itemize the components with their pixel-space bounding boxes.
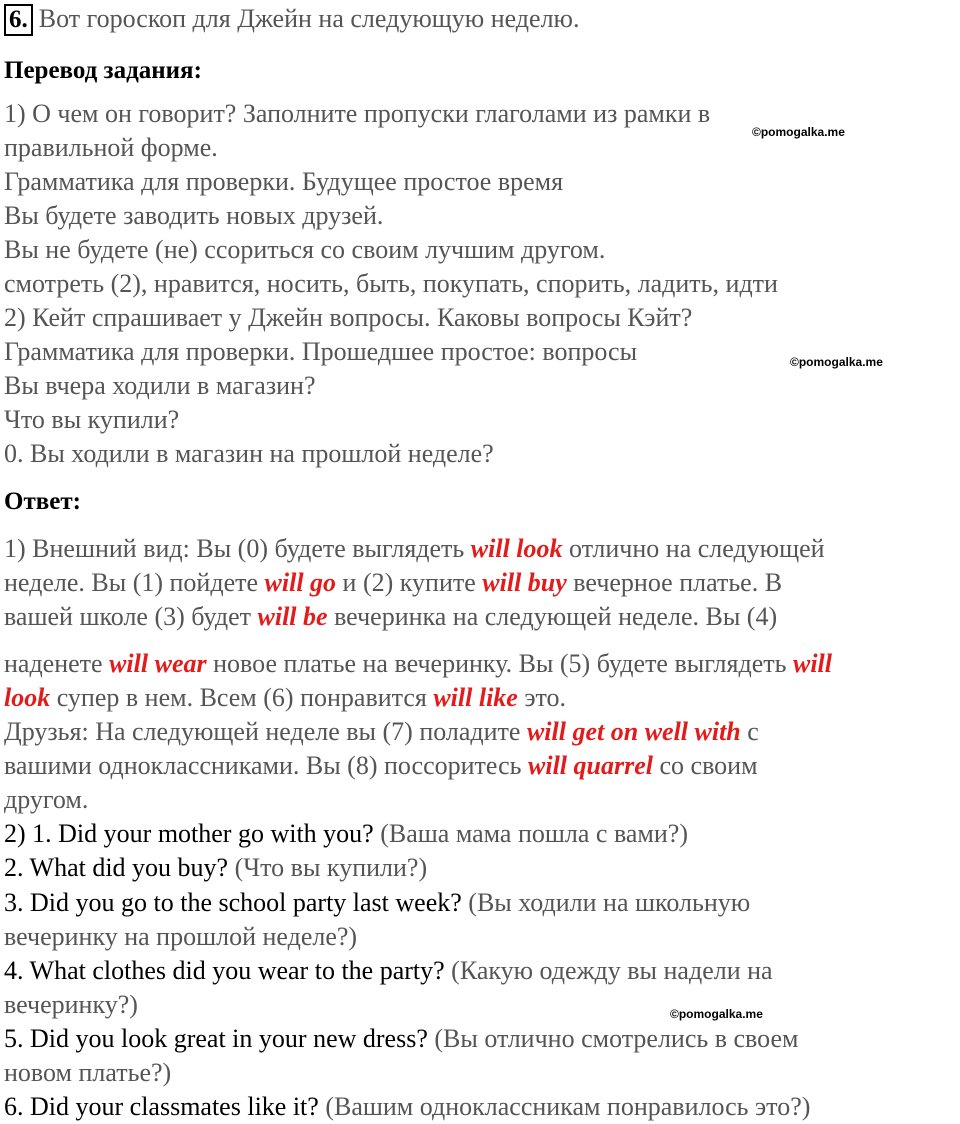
translation-line: смотреть (2), нравится, носить, быть, покупать, спорить, ладить, идти	[4, 269, 778, 298]
question-en: 6. Did your classmates like it?	[4, 1092, 319, 1121]
answer-text: вашей школе (3) будет	[4, 602, 258, 631]
answer-text: новое платье на вечеринку. Вы (5) будете выглядеть	[206, 649, 793, 678]
answer-line	[4, 715, 759, 749]
translation-line: правильной форме.	[4, 133, 218, 162]
question-ru: (Какую одежду вы надели на	[444, 956, 773, 985]
question-en: 2. What did you buy?	[4, 853, 229, 882]
translation-line: 1) О чем он говорит? Заполните пропуски глаголами из рамки в	[4, 99, 711, 128]
answer-text: вечеринка на следующей неделе. Вы (4)	[327, 602, 778, 631]
answer-heading: Ответ:	[4, 488, 81, 515]
question-ru-continued: вечеринку?)	[4, 990, 138, 1019]
answer-text: наденете	[4, 649, 110, 678]
answer-text: вашими одноклассниками. Вы (8) поссоритесь	[4, 751, 528, 780]
answer-line	[4, 566, 782, 600]
translation-line: Грамматика для проверки. Будущее простое время	[4, 167, 564, 196]
answer-text: Друзья: На следующей неделе вы (7) поладите	[4, 717, 527, 746]
question-line	[4, 886, 750, 920]
answer-verb: will be	[257, 602, 328, 631]
question-line	[4, 851, 427, 885]
answer-verb: will buy	[482, 568, 567, 597]
translation-line: Вы вчера ходили в магазин?	[4, 371, 316, 400]
answer-text: с	[740, 717, 759, 746]
answer-text: это.	[517, 683, 567, 712]
question-en: 2) 1. Did your mother go with you?	[4, 819, 374, 848]
question-ru: (Что вы купили?)	[228, 853, 428, 882]
task-title-line	[4, 2, 579, 36]
translation-line: 2) Кейт спрашивает у Джейн вопросы. Каковы вопросы Кэйт?	[4, 303, 693, 332]
answer-line	[4, 532, 825, 566]
question-ru: (Вы ходили на школьную	[461, 888, 751, 917]
answer-verb: will look	[470, 534, 563, 563]
answer-verb: will get on well with	[526, 717, 741, 746]
answer-verb: will quarrel	[528, 751, 653, 780]
answer-text: отлично на следующей	[562, 534, 825, 563]
answer-text: неделе. Вы (1) пойдете	[4, 568, 265, 597]
question-ru-continued: вечеринку на прошлой неделе?)	[4, 922, 358, 951]
question-line	[4, 817, 688, 851]
question-ru: (Вашим одноклассникам понравилось это?)	[318, 1092, 811, 1121]
watermark: ©pomogalka.me	[752, 125, 845, 139]
answer-line	[4, 647, 832, 681]
answer-text: со своим	[652, 751, 758, 780]
answer-line	[4, 681, 566, 715]
task-title: Вот гороскоп для Джейн на следующую неделю.	[38, 4, 580, 33]
question-ru: (Ваша мама пошла с вами?)	[373, 819, 688, 848]
watermark: ©pomogalka.me	[790, 355, 883, 369]
question-line	[4, 1090, 810, 1124]
answer-text: вечерное платье. В	[566, 568, 783, 597]
question-ru-continued: новом платье?)	[4, 1058, 172, 1087]
answer-verb: will like	[433, 683, 518, 712]
translation-line: 0. Вы ходили в магазин на прошлой неделе?	[4, 439, 494, 468]
answer-verb: will wear	[109, 649, 207, 678]
answer-verb: will	[792, 649, 832, 678]
answer-line: другом.	[4, 785, 89, 814]
question-line	[4, 954, 773, 988]
answer-verb: look	[4, 683, 51, 712]
watermark: ©pomogalka.me	[670, 1007, 763, 1021]
answer-line	[4, 749, 758, 783]
answer-text: и (2) купите	[336, 568, 483, 597]
answer-verb: will go	[264, 568, 337, 597]
question-line	[4, 1022, 798, 1056]
translation-line: Вы не будете (не) ссориться со своим лучшим другом.	[4, 235, 606, 264]
translation-line: Грамматика для проверки. Прошедшее простое: вопросы	[4, 337, 638, 366]
answer-line	[4, 600, 777, 634]
question-en: 4. What clothes did you wear to the party?	[4, 956, 445, 985]
question-en: 5. Did you look great in your new dress?	[4, 1024, 428, 1053]
task-number: 6.	[4, 4, 33, 36]
translation-line: Что вы купили?	[4, 405, 180, 434]
answer-text: супер в нем. Всем (6) понравится	[50, 683, 434, 712]
question-en: 3. Did you go to the school party last week?	[4, 888, 462, 917]
answer-text: 1) Внешний вид: Вы (0) будете выглядеть	[4, 534, 471, 563]
question-ru: (Вы отлично смотрелись в своем	[427, 1024, 799, 1053]
translation-heading: Перевод задания:	[4, 57, 202, 84]
translation-line: Вы будете заводить новых друзей.	[4, 201, 384, 230]
